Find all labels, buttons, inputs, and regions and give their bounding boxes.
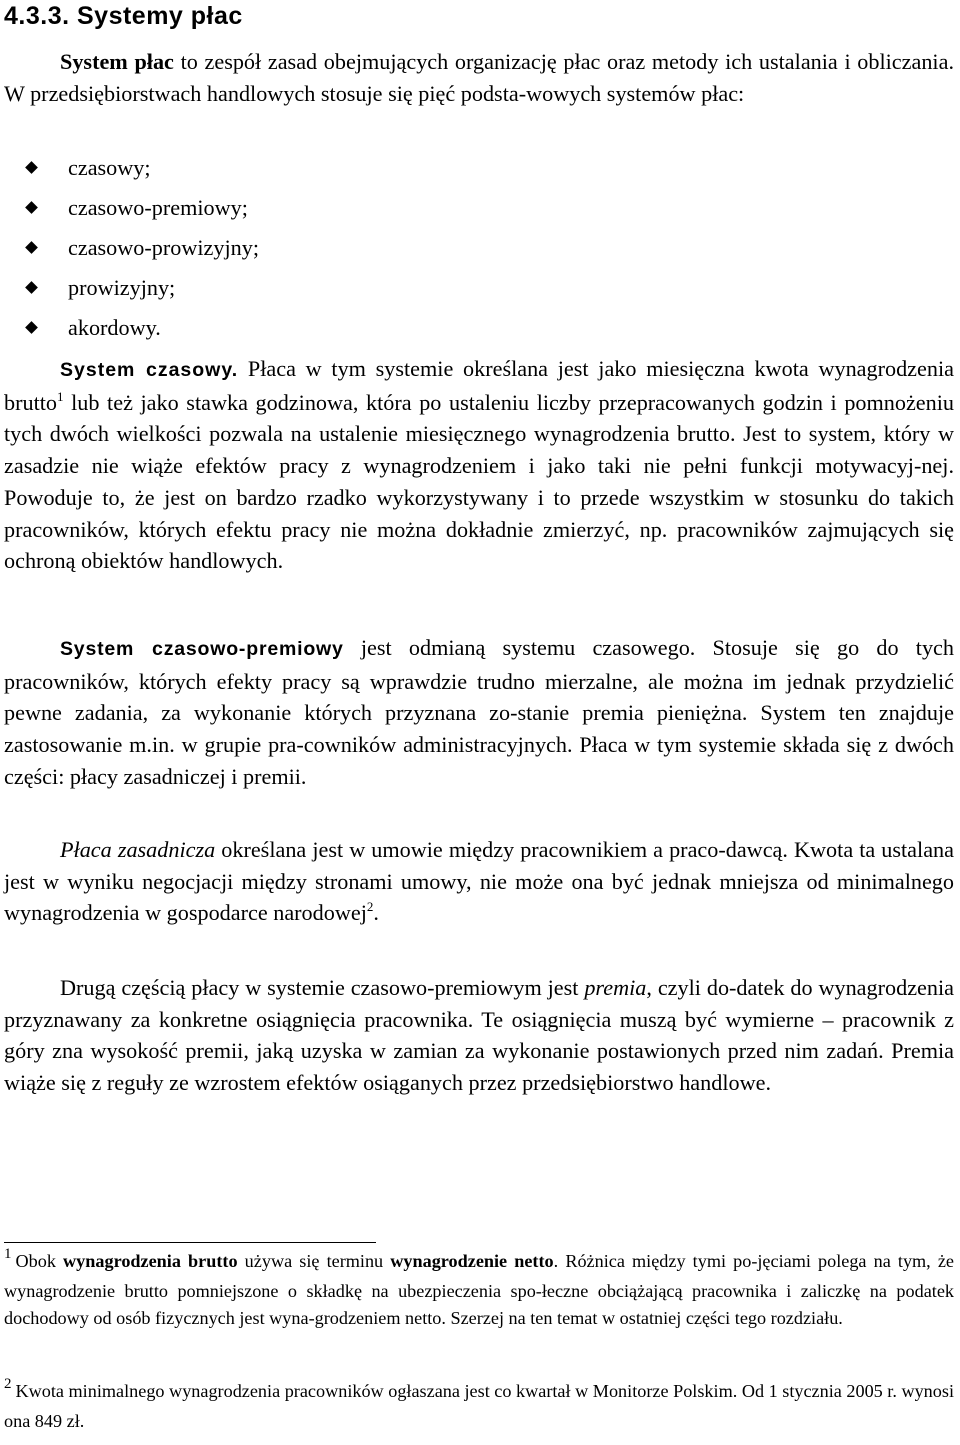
list-item-label: prowizyjny; [68,275,176,300]
term-base-pay: Płaca zasadnicza [60,837,216,862]
footnote-text: Kwota minimalnego wynagrodzenia pracowników ogłaszana jest co kwartał w Monitorze Polskim. Od 1 stycznia 2005 r. wynosi ona 849 zł. [4,1381,954,1431]
term-time-system: System czasowy. [60,359,239,381]
footnote-text: . Różnica między tymi po-jęciami polega na tym, że wynagrodzenie brutto pomniejszone o składkę na ubezpieczenia spo-łeczne obciążającą pracownika i zaliczkę na podatek dochodowy od osób fizycznych jest wyna-grodzeniem netto. Szerzej na ten temat w ostatniej części tego rozdziału. [4,1251,954,1328]
footnote-bold-term: wynagrodzenia brutto [63,1251,238,1271]
section-heading: 4.3.3. Systemy płac [4,2,243,30]
paragraph-text: Drugą częścią płacy w systemie czasowo-premiowym jest [60,975,585,1000]
footnote-1 [4,1248,954,1333]
footnote-separator [4,1242,376,1243]
footnote-number: 1 [4,1246,12,1262]
diamond-bullet-icon [25,241,38,254]
footnote-ref-1: 1 [57,388,64,404]
paragraph-text: . [373,900,379,926]
footnote-text: używa się terminu [237,1251,391,1271]
paragraph-text: lub też jako stawka godzinowa, która po ustaleniu liczby przepracowanych godzin i pomnożeniu tych dwóch wielkości pozwala na ustalenie miesięcznego wynagrodzenia brutto. Jest to system, który w zasadzie nie wiąże efektów pracy z wynagrodzeniem i jako taki nie pełni funkcji motywacyj-nej. Powoduje to, że jest on bardzo rzadko wykorzystywany i to przede wszystkim w stosunku do takich pracowników, których efektu pracy nie można dokładnie zmierzyć, np. pracowników zajmujących się ochroną obiektów handlowych. [4,389,954,574]
list-item-label: czasowo-prowizyjny; [68,235,259,260]
list-item-label: czasowy; [68,155,151,180]
diamond-bullet-icon [25,201,38,214]
intro-term: System płac [60,49,174,74]
paragraph-text: określana jest w umowie między pracownikiem a praco-dawcą. Kwota ta ustalana jest w wyniku negocjacji między stronami umowy, nie może ona być jednak mniejsza od minimalnego wynagrodzenia w gospodarce narodowej [4,837,954,926]
paragraph-time-system [4,353,954,577]
paragraph-bonus [4,972,954,1099]
list-item-label: czasowo-premiowy; [68,195,248,220]
list-item-label: akordowy. [68,315,161,340]
paragraph-text: Płaca w tym systemie określana jest jako miesięczna kwota wynagrodzenia brutto [4,356,954,415]
footnote-bold-term: wynagrodzenie netto [390,1251,554,1271]
diamond-bullet-icon [25,321,38,334]
paragraph-text: jest odmianą systemu czasowego. Stosuje się go do tych pracowników, których efekty pracy są wprawdzie trudno mierzalne, ale można im jednak przydzielić pewne zadania, za wykonanie których przyznana zo-stanie premia pieniężna. System ten znajduje zastosowanie m.in. w grupie pra-cowników administracyjnych. Płaca w tym systemie składa się z dwóch części: płacy zasadniczej i premii. [4,635,954,789]
intro-text: to zespół zasad obejmujących organizację płac oraz metody ich ustalania i obliczania. W przedsiębiorstwach handlowych stosuje się pięć podsta-wowych systemów płac: [4,49,954,106]
term-time-bonus-system: System czasowo-premiowy [60,638,344,660]
paragraph-base-pay [4,834,954,929]
paragraph-time-bonus-system [4,632,954,793]
diamond-bullet-icon [25,161,38,174]
intro-paragraph [4,46,954,109]
footnote-ref-2: 2 [366,899,374,915]
footnote-2 [4,1378,954,1435]
footnote-number: 2 [4,1376,12,1392]
footnote-text: Obok [15,1251,64,1271]
diamond-bullet-icon [25,281,38,294]
paragraph-text: , czyli do-datek do wynagrodzenia przyznawany za konkretne osiągnięcia pracownika. Te osiągnięcia muszą być wymierne – pracownik z góry zna wysokość premii, jaką uzyska w zamian za wykonanie postawionych przed nim zadań. Premia wiąże się z reguły ze wzrostem efektów osiąganych przez przedsiębiorstwo handlowe. [4,975,954,1096]
term-bonus: premia [584,975,647,1000]
